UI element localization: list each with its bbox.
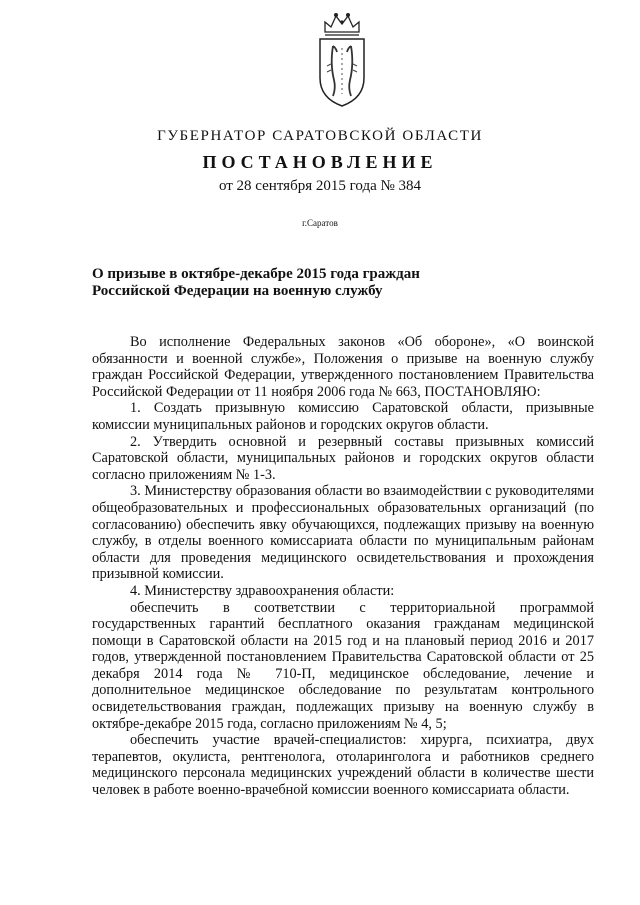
subject-line-2: Российской Федерации на военную службу <box>92 283 383 299</box>
clause-3: 3. Министерству образования области во взаимодействии с руководителями общеобразовательных и профессиональных образовательных организаций (по согласованию) обеспечить явку обучающихся, подлежащих призыву на военную службу, в отделы военного комиссариата области по муниципальным районам области для проведения медицинского освидетельствования и прохождения призывной комиссии. <box>92 483 594 583</box>
subject-line-1: О призыве в октябре-декабре 2015 года граждан <box>92 266 420 282</box>
document-subject <box>92 266 452 300</box>
clause-4: 4. Министерству здравоохранения области: <box>130 582 395 599</box>
clause-4-sub-b: обеспечить участие врачей-специалистов: хирурга, психиатра, двух терапевтов, окулиста, рентгенолога, отоларинголога и работников среднего медицинского персонала медицинских учреждений области в количестве шести человек в работе военно-врачебной комиссии военного комиссариата области. <box>92 732 594 799</box>
document-body <box>92 334 594 799</box>
coat-of-arms-emblem <box>315 8 369 108</box>
preamble-paragraph: Во исполнение Федеральных законов «Об обороне», «О воинской обязанности и военной службе», Положения о призыве на военную службу граждан Российской Федерации, утвержденного постановлением Правительства Российской Федерации от 11 ноября 2006 года № 663, ПОСТАНОВЛЯЮ: <box>92 334 594 400</box>
issuing-authority: ГУБЕРНАТОР САРАТОВСКОЙ ОБЛАСТИ <box>157 128 483 144</box>
clause-4-sub-a: обеспечить в соответствии с территориальной программой государственных гарантий бесплатного оказания гражданам медицинской помощи в Саратовской области на 2015 год и на плановый период 2016 и 2017 годов, утвержденной постановлением Правительства Саратовской области от 25 декабря 2014 года № 710-П, медицинское обследование, лечение и дополнительное медицинское обследование по результатам контрольного освидетельствования граждан, подлежащих призыву на военную службу в октябре-декабре 2015 года, согласно приложениям № 4, 5; <box>92 599 594 732</box>
clause-2: 2. Утвердить основной и резервный составы призывных комиссий Саратовской области, муниципальных районов и городских округов области согласно приложениям № 1-3. <box>92 433 594 483</box>
clause-1: 1. Создать призывную комиссию Саратовской области, призывные комиссии муниципальных районов и городских округов области. <box>92 400 594 433</box>
document-date-number: от 28 сентября 2015 года № 384 <box>218 178 422 194</box>
document-type-title: ПОСТАНОВЛЕНИЕ <box>202 152 438 172</box>
issue-city: г.Саратов <box>302 218 338 228</box>
